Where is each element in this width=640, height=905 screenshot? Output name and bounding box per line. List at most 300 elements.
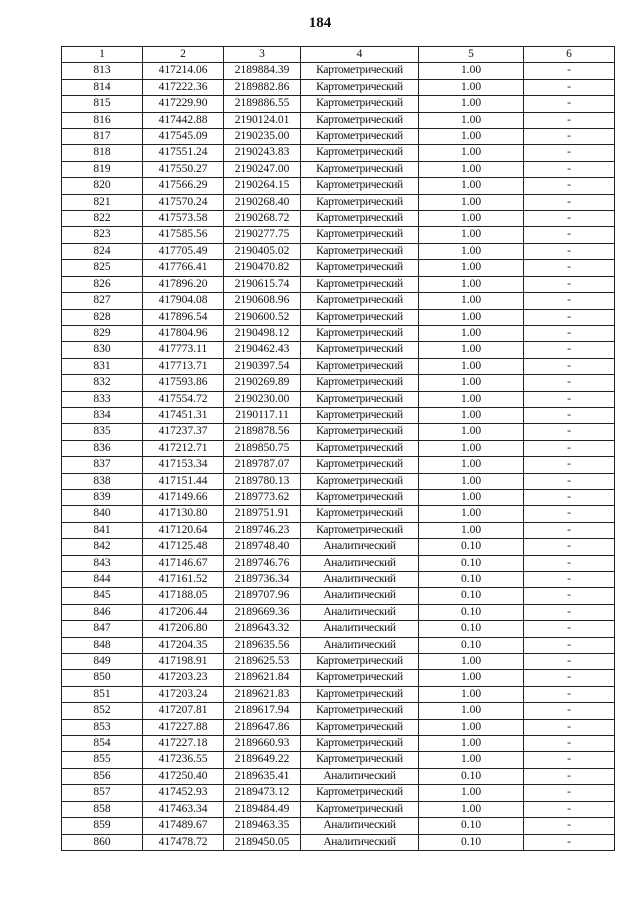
point-number-cell: 841 [62, 522, 143, 538]
table-row [62, 736, 615, 752]
point-number-cell: 821 [62, 194, 143, 210]
y-coordinate-cell: 2190277.75 [224, 227, 301, 243]
point-number-cell: 852 [62, 703, 143, 719]
note-cell: - [524, 145, 615, 161]
column-header: 2 [143, 47, 224, 63]
table-row [62, 391, 615, 407]
x-coordinate-cell: 417153.34 [143, 457, 224, 473]
point-number-cell: 831 [62, 358, 143, 374]
x-coordinate-cell: 417237.37 [143, 424, 224, 440]
table-row [62, 129, 615, 145]
table-row [62, 539, 615, 555]
table-row [62, 178, 615, 194]
table-row [62, 604, 615, 620]
note-cell: - [524, 309, 615, 325]
accuracy-cell: 1.00 [419, 736, 524, 752]
note-cell: - [524, 161, 615, 177]
note-cell: - [524, 243, 615, 259]
accuracy-cell: 1.00 [419, 506, 524, 522]
accuracy-cell: 1.00 [419, 112, 524, 128]
method-cell: Картометрический [301, 79, 419, 95]
x-coordinate-cell: 417551.24 [143, 145, 224, 161]
method-cell: Аналитический [301, 637, 419, 653]
y-coordinate-cell: 2189643.32 [224, 621, 301, 637]
point-number-cell: 853 [62, 719, 143, 735]
y-coordinate-cell: 2189649.22 [224, 752, 301, 768]
table-row [62, 96, 615, 112]
accuracy-cell: 1.00 [419, 358, 524, 374]
note-cell: - [524, 194, 615, 210]
point-number-cell: 819 [62, 161, 143, 177]
x-coordinate-cell: 417203.24 [143, 686, 224, 702]
table-row [62, 375, 615, 391]
x-coordinate-cell: 417206.80 [143, 621, 224, 637]
note-cell: - [524, 112, 615, 128]
accuracy-cell: 1.00 [419, 752, 524, 768]
x-coordinate-cell: 417478.72 [143, 834, 224, 850]
table-row [62, 572, 615, 588]
accuracy-cell: 1.00 [419, 129, 524, 145]
point-number-cell: 813 [62, 63, 143, 79]
accuracy-cell: 0.10 [419, 588, 524, 604]
y-coordinate-cell: 2189473.12 [224, 785, 301, 801]
point-number-cell: 820 [62, 178, 143, 194]
accuracy-cell: 1.00 [419, 473, 524, 489]
note-cell: - [524, 539, 615, 555]
note-cell: - [524, 96, 615, 112]
method-cell: Картометрический [301, 457, 419, 473]
accuracy-cell: 0.10 [419, 539, 524, 555]
table-row [62, 686, 615, 702]
method-cell: Картометрический [301, 670, 419, 686]
note-cell: - [524, 293, 615, 309]
point-number-cell: 843 [62, 555, 143, 571]
x-coordinate-cell: 417212.71 [143, 440, 224, 456]
header-row [62, 47, 615, 63]
method-cell: Картометрический [301, 325, 419, 341]
x-coordinate-cell: 417229.90 [143, 96, 224, 112]
note-cell: - [524, 719, 615, 735]
accuracy-cell: 1.00 [419, 375, 524, 391]
y-coordinate-cell: 2190600.52 [224, 309, 301, 325]
method-cell: Картометрический [301, 440, 419, 456]
x-coordinate-cell: 417545.09 [143, 129, 224, 145]
accuracy-cell: 1.00 [419, 276, 524, 292]
x-coordinate-cell: 417904.08 [143, 293, 224, 309]
column-header: 5 [419, 47, 524, 63]
method-cell: Аналитический [301, 588, 419, 604]
note-cell: - [524, 129, 615, 145]
accuracy-cell: 1.00 [419, 342, 524, 358]
x-coordinate-cell: 417236.55 [143, 752, 224, 768]
table-row [62, 145, 615, 161]
table-row [62, 588, 615, 604]
method-cell: Картометрический [301, 260, 419, 276]
table-row [62, 768, 615, 784]
accuracy-cell: 0.10 [419, 818, 524, 834]
note-cell: - [524, 604, 615, 620]
table-row [62, 670, 615, 686]
x-coordinate-cell: 417120.64 [143, 522, 224, 538]
point-number-cell: 817 [62, 129, 143, 145]
table-row [62, 63, 615, 79]
x-coordinate-cell: 417554.72 [143, 391, 224, 407]
table-row [62, 621, 615, 637]
x-coordinate-cell: 417149.66 [143, 489, 224, 505]
method-cell: Картометрический [301, 112, 419, 128]
x-coordinate-cell: 417896.54 [143, 309, 224, 325]
method-cell: Картометрический [301, 96, 419, 112]
accuracy-cell: 1.00 [419, 440, 524, 456]
y-coordinate-cell: 2189748.40 [224, 539, 301, 555]
x-coordinate-cell: 417705.49 [143, 243, 224, 259]
method-cell: Картометрический [301, 703, 419, 719]
accuracy-cell: 0.10 [419, 604, 524, 620]
method-cell: Картометрический [301, 194, 419, 210]
accuracy-cell: 1.00 [419, 96, 524, 112]
point-number-cell: 854 [62, 736, 143, 752]
y-coordinate-cell: 2189621.83 [224, 686, 301, 702]
table-row [62, 637, 615, 653]
point-number-cell: 826 [62, 276, 143, 292]
table-row [62, 457, 615, 473]
method-cell: Картометрический [301, 211, 419, 227]
x-coordinate-cell: 417227.18 [143, 736, 224, 752]
note-cell: - [524, 424, 615, 440]
accuracy-cell: 1.00 [419, 785, 524, 801]
point-number-cell: 845 [62, 588, 143, 604]
method-cell: Картометрический [301, 473, 419, 489]
point-number-cell: 837 [62, 457, 143, 473]
note-cell: - [524, 178, 615, 194]
note-cell: - [524, 752, 615, 768]
column-header: 4 [301, 47, 419, 63]
method-cell: Картометрический [301, 227, 419, 243]
point-number-cell: 855 [62, 752, 143, 768]
note-cell: - [524, 654, 615, 670]
x-coordinate-cell: 417198.91 [143, 654, 224, 670]
accuracy-cell: 1.00 [419, 145, 524, 161]
method-cell: Картометрический [301, 293, 419, 309]
y-coordinate-cell: 2189884.39 [224, 63, 301, 79]
method-cell: Картометрический [301, 424, 419, 440]
y-coordinate-cell: 2190462.43 [224, 342, 301, 358]
accuracy-cell: 0.10 [419, 621, 524, 637]
y-coordinate-cell: 2189751.91 [224, 506, 301, 522]
table-row [62, 440, 615, 456]
point-number-cell: 823 [62, 227, 143, 243]
accuracy-cell: 0.10 [419, 768, 524, 784]
point-number-cell: 832 [62, 375, 143, 391]
column-header: 6 [524, 47, 615, 63]
method-cell: Картометрический [301, 654, 419, 670]
accuracy-cell: 1.00 [419, 161, 524, 177]
note-cell: - [524, 703, 615, 719]
y-coordinate-cell: 2190124.01 [224, 112, 301, 128]
note-cell: - [524, 375, 615, 391]
accuracy-cell: 1.00 [419, 703, 524, 719]
x-coordinate-cell: 417130.80 [143, 506, 224, 522]
table-row [62, 801, 615, 817]
x-coordinate-cell: 417570.24 [143, 194, 224, 210]
table-row [62, 161, 615, 177]
y-coordinate-cell: 2190397.54 [224, 358, 301, 374]
accuracy-cell: 1.00 [419, 194, 524, 210]
accuracy-cell: 1.00 [419, 243, 524, 259]
x-coordinate-cell: 417222.36 [143, 79, 224, 95]
method-cell: Картометрический [301, 145, 419, 161]
accuracy-cell: 1.00 [419, 63, 524, 79]
note-cell: - [524, 670, 615, 686]
y-coordinate-cell: 2190117.11 [224, 407, 301, 423]
y-coordinate-cell: 2189850.75 [224, 440, 301, 456]
point-number-cell: 842 [62, 539, 143, 555]
note-cell: - [524, 391, 615, 407]
point-number-cell: 856 [62, 768, 143, 784]
y-coordinate-cell: 2189625.53 [224, 654, 301, 670]
note-cell: - [524, 522, 615, 538]
y-coordinate-cell: 2190615.74 [224, 276, 301, 292]
accuracy-cell: 1.00 [419, 424, 524, 440]
table-row [62, 358, 615, 374]
method-cell: Картометрический [301, 178, 419, 194]
accuracy-cell: 1.00 [419, 457, 524, 473]
note-cell: - [524, 506, 615, 522]
note-cell: - [524, 457, 615, 473]
y-coordinate-cell: 2189878.56 [224, 424, 301, 440]
y-coordinate-cell: 2189635.41 [224, 768, 301, 784]
table-row [62, 227, 615, 243]
method-cell: Картометрический [301, 719, 419, 735]
point-number-cell: 830 [62, 342, 143, 358]
note-cell: - [524, 342, 615, 358]
y-coordinate-cell: 2189780.13 [224, 473, 301, 489]
note-cell: - [524, 440, 615, 456]
table-row [62, 211, 615, 227]
point-number-cell: 818 [62, 145, 143, 161]
y-coordinate-cell: 2189746.23 [224, 522, 301, 538]
y-coordinate-cell: 2189746.76 [224, 555, 301, 571]
point-number-cell: 815 [62, 96, 143, 112]
x-coordinate-cell: 417766.41 [143, 260, 224, 276]
y-coordinate-cell: 2189450.05 [224, 834, 301, 850]
y-coordinate-cell: 2189773.62 [224, 489, 301, 505]
note-cell: - [524, 473, 615, 489]
table-row [62, 293, 615, 309]
y-coordinate-cell: 2189647.86 [224, 719, 301, 735]
accuracy-cell: 1.00 [419, 719, 524, 735]
column-header: 3 [224, 47, 301, 63]
note-cell: - [524, 768, 615, 784]
table-row [62, 79, 615, 95]
y-coordinate-cell: 2189635.56 [224, 637, 301, 653]
method-cell: Картометрический [301, 391, 419, 407]
method-cell: Картометрический [301, 736, 419, 752]
method-cell: Картометрический [301, 342, 419, 358]
point-number-cell: 816 [62, 112, 143, 128]
point-number-cell: 814 [62, 79, 143, 95]
x-coordinate-cell: 417146.67 [143, 555, 224, 571]
y-coordinate-cell: 2190405.02 [224, 243, 301, 259]
accuracy-cell: 1.00 [419, 670, 524, 686]
accuracy-cell: 1.00 [419, 260, 524, 276]
method-cell: Картометрический [301, 506, 419, 522]
accuracy-cell: 1.00 [419, 654, 524, 670]
method-cell: Аналитический [301, 555, 419, 571]
accuracy-cell: 1.00 [419, 686, 524, 702]
y-coordinate-cell: 2189787.07 [224, 457, 301, 473]
method-cell: Аналитический [301, 768, 419, 784]
accuracy-cell: 0.10 [419, 834, 524, 850]
y-coordinate-cell: 2190268.40 [224, 194, 301, 210]
method-cell: Картометрический [301, 375, 419, 391]
table-body [62, 63, 615, 851]
table-row [62, 654, 615, 670]
y-coordinate-cell: 2190243.83 [224, 145, 301, 161]
method-cell: Картометрический [301, 309, 419, 325]
method-cell: Картометрический [301, 63, 419, 79]
point-number-cell: 860 [62, 834, 143, 850]
method-cell: Аналитический [301, 818, 419, 834]
x-coordinate-cell: 417188.05 [143, 588, 224, 604]
x-coordinate-cell: 417452.93 [143, 785, 224, 801]
method-cell: Картометрический [301, 276, 419, 292]
point-number-cell: 838 [62, 473, 143, 489]
y-coordinate-cell: 2190247.00 [224, 161, 301, 177]
table-row [62, 522, 615, 538]
point-number-cell: 844 [62, 572, 143, 588]
x-coordinate-cell: 417573.58 [143, 211, 224, 227]
y-coordinate-cell: 2189463.35 [224, 818, 301, 834]
y-coordinate-cell: 2189621.84 [224, 670, 301, 686]
method-cell: Аналитический [301, 834, 419, 850]
note-cell: - [524, 637, 615, 653]
method-cell: Картометрический [301, 801, 419, 817]
accuracy-cell: 1.00 [419, 522, 524, 538]
note-cell: - [524, 358, 615, 374]
accuracy-cell: 1.00 [419, 325, 524, 341]
note-cell: - [524, 736, 615, 752]
y-coordinate-cell: 2190470.82 [224, 260, 301, 276]
point-number-cell: 857 [62, 785, 143, 801]
method-cell: Аналитический [301, 572, 419, 588]
x-coordinate-cell: 417451.31 [143, 407, 224, 423]
accuracy-cell: 1.00 [419, 227, 524, 243]
note-cell: - [524, 325, 615, 341]
point-number-cell: 849 [62, 654, 143, 670]
table-row [62, 752, 615, 768]
y-coordinate-cell: 2190268.72 [224, 211, 301, 227]
x-coordinate-cell: 417442.88 [143, 112, 224, 128]
table-row [62, 818, 615, 834]
method-cell: Картометрический [301, 407, 419, 423]
table-row [62, 243, 615, 259]
y-coordinate-cell: 2189484.49 [224, 801, 301, 817]
point-number-cell: 858 [62, 801, 143, 817]
note-cell: - [524, 227, 615, 243]
table-row [62, 309, 615, 325]
x-coordinate-cell: 417161.52 [143, 572, 224, 588]
point-number-cell: 847 [62, 621, 143, 637]
x-coordinate-cell: 417804.96 [143, 325, 224, 341]
point-number-cell: 850 [62, 670, 143, 686]
y-coordinate-cell: 2190269.89 [224, 375, 301, 391]
y-coordinate-cell: 2190264.15 [224, 178, 301, 194]
point-number-cell: 822 [62, 211, 143, 227]
point-number-cell: 827 [62, 293, 143, 309]
x-coordinate-cell: 417206.44 [143, 604, 224, 620]
note-cell: - [524, 785, 615, 801]
method-cell: Картометрический [301, 243, 419, 259]
point-number-cell: 859 [62, 818, 143, 834]
point-number-cell: 829 [62, 325, 143, 341]
column-header: 1 [62, 47, 143, 63]
point-number-cell: 848 [62, 637, 143, 653]
note-cell: - [524, 79, 615, 95]
table-row [62, 506, 615, 522]
y-coordinate-cell: 2189660.93 [224, 736, 301, 752]
point-number-cell: 836 [62, 440, 143, 456]
x-coordinate-cell: 417463.34 [143, 801, 224, 817]
point-number-cell: 840 [62, 506, 143, 522]
note-cell: - [524, 818, 615, 834]
y-coordinate-cell: 2189886.55 [224, 96, 301, 112]
y-coordinate-cell: 2189882.86 [224, 79, 301, 95]
method-cell: Картометрический [301, 489, 419, 505]
accuracy-cell: 1.00 [419, 211, 524, 227]
note-cell: - [524, 489, 615, 505]
page-number: 184 [308, 15, 332, 31]
x-coordinate-cell: 417151.44 [143, 473, 224, 489]
y-coordinate-cell: 2190230.00 [224, 391, 301, 407]
table-row [62, 473, 615, 489]
note-cell: - [524, 801, 615, 817]
table-row [62, 342, 615, 358]
accuracy-cell: 1.00 [419, 391, 524, 407]
note-cell: - [524, 260, 615, 276]
method-cell: Картометрический [301, 358, 419, 374]
table-row [62, 785, 615, 801]
method-cell: Картометрический [301, 161, 419, 177]
accuracy-cell: 1.00 [419, 407, 524, 423]
table-row [62, 719, 615, 735]
note-cell: - [524, 63, 615, 79]
table-row [62, 424, 615, 440]
method-cell: Картометрический [301, 129, 419, 145]
point-number-cell: 833 [62, 391, 143, 407]
x-coordinate-cell: 417713.71 [143, 358, 224, 374]
note-cell: - [524, 276, 615, 292]
table-row [62, 555, 615, 571]
table-row [62, 407, 615, 423]
y-coordinate-cell: 2190498.12 [224, 325, 301, 341]
x-coordinate-cell: 417489.67 [143, 818, 224, 834]
accuracy-cell: 1.00 [419, 178, 524, 194]
point-number-cell: 834 [62, 407, 143, 423]
table-row [62, 112, 615, 128]
table-row [62, 194, 615, 210]
method-cell: Аналитический [301, 539, 419, 555]
x-coordinate-cell: 417896.20 [143, 276, 224, 292]
x-coordinate-cell: 417550.27 [143, 161, 224, 177]
method-cell: Картометрический [301, 785, 419, 801]
y-coordinate-cell: 2189736.34 [224, 572, 301, 588]
y-coordinate-cell: 2189669.36 [224, 604, 301, 620]
method-cell: Картометрический [301, 752, 419, 768]
accuracy-cell: 0.10 [419, 637, 524, 653]
x-coordinate-cell: 417566.29 [143, 178, 224, 194]
point-number-cell: 851 [62, 686, 143, 702]
